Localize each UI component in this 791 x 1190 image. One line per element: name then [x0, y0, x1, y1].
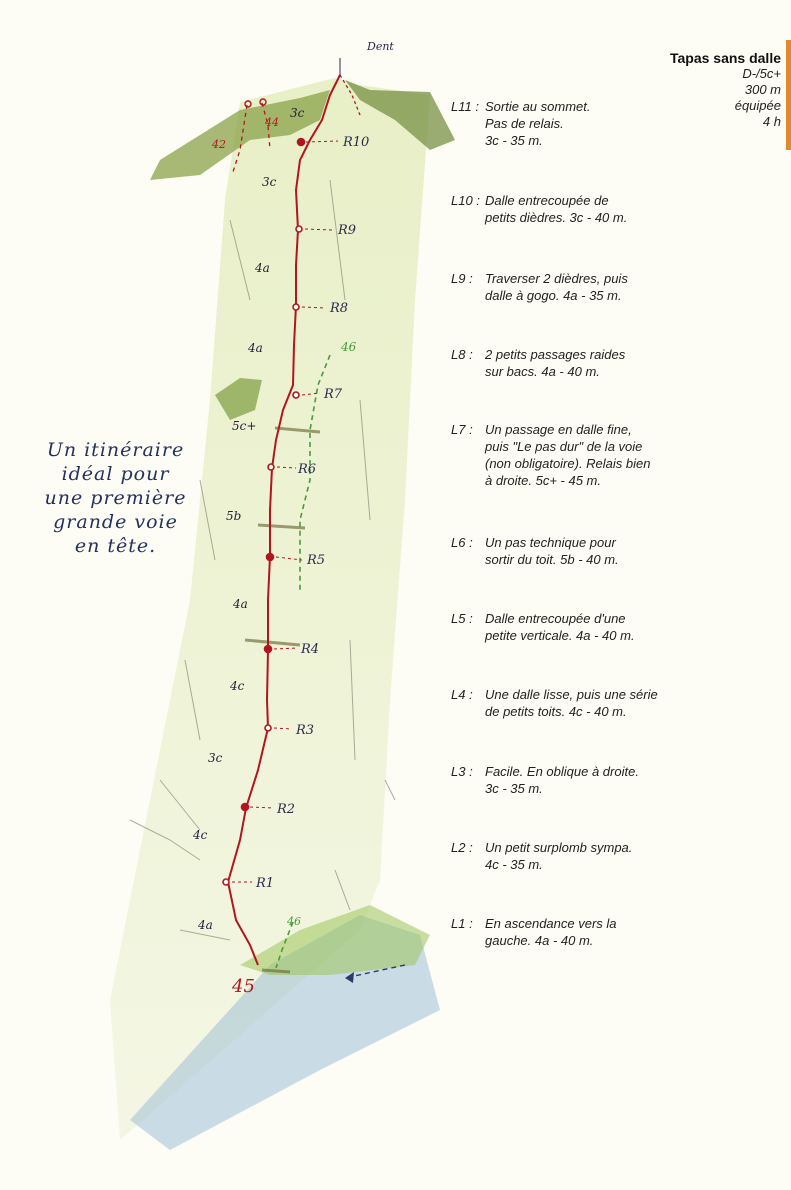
note-line: grande voie [53, 511, 178, 533]
relay-dot-r10 [298, 139, 305, 146]
note-line: Un itinéraire [46, 439, 185, 461]
route-grade: D-/5c+ [742, 66, 781, 81]
pitch-label: L7 : [451, 422, 473, 437]
relay-label-r7: R7 [324, 387, 343, 402]
pitch-label: L3 : [451, 764, 473, 779]
pitch-text-line: Un passage en dalle fine, [485, 422, 632, 437]
summit-label: Dent [367, 40, 394, 53]
route-duration: 4 h [762, 114, 781, 129]
pitch-text-line: puis "Le pas dur" de la voie [485, 439, 643, 454]
pitch-text-line: Traverser 2 dièdres, puis [485, 271, 628, 286]
pitch-text-line: petits dièdres. 3c - 40 m. [485, 210, 628, 225]
pitch-text-line: petite verticale. 4a - 40 m. [485, 628, 635, 643]
pitch-description [451, 763, 696, 797]
route-equipment: équipée [734, 98, 781, 113]
relay-dot-r4 [265, 646, 272, 653]
pitch-description [451, 839, 696, 873]
relay-dot-r1 [223, 879, 229, 885]
grade-l1: 4a [198, 918, 213, 932]
relay-label-r2: R2 [277, 802, 296, 817]
route-number-start: 45 [232, 976, 255, 997]
relay-dot-r2 [242, 804, 249, 811]
route-number-42: 42 [212, 138, 226, 151]
pitch-text-line: Une dalle lisse, puis une série [485, 687, 658, 702]
pitch-text-line: à droite. 5c+ - 45 m. [485, 473, 601, 488]
pitch-description [451, 915, 696, 949]
pitch-text-line: sortir du toit. 5b - 40 m. [485, 552, 619, 567]
pitch-text-line: gauche. 4a - 40 m. [485, 933, 594, 948]
pitch-description [451, 98, 696, 149]
relay-label-r5: R5 [307, 553, 326, 568]
pitch-text-line: En ascendance vers la [485, 916, 617, 931]
relay-label-r8: R8 [330, 301, 349, 316]
grade-l11: 3c [290, 106, 305, 120]
relay-dot-r3 [265, 725, 271, 731]
pitch-description [451, 346, 696, 380]
pitch-text-line: dalle à gogo. 4a - 35 m. [485, 288, 622, 303]
pitch-text-line: Pas de relais. [485, 116, 564, 131]
relay-label-r6: R6 [298, 462, 317, 477]
pitch-text-line: 3c - 35 m. [485, 133, 543, 148]
pitch-label: L1 : [451, 916, 473, 931]
pitch-text-line: Dalle entrecoupée d'une [485, 611, 626, 626]
route-height: 300 m [744, 82, 781, 97]
pitch-text-line: Sortie au sommet. [485, 99, 591, 114]
note-line: idéal pour [61, 463, 170, 485]
grade-l3: 3c [208, 751, 223, 765]
pitch-text-line: sur bacs. 4a - 40 m. [485, 364, 600, 379]
pitch-text-line: Un petit surplomb sympa. [485, 840, 633, 855]
route-title: Tapas sans dalle [669, 50, 781, 66]
relay-dot-r6 [268, 464, 274, 470]
grade-l10: 3c [262, 175, 277, 189]
pitch-description [451, 270, 696, 304]
pitch-text-line: 3c - 35 m. [485, 781, 543, 796]
grade-l9: 4a [255, 261, 270, 275]
relay-label-r10: R10 [343, 135, 370, 150]
pitch-description [451, 192, 696, 226]
pitch-text-line: Dalle entrecoupée de [485, 193, 609, 208]
handwritten-note [28, 438, 203, 558]
pitch-description [451, 421, 696, 489]
pitch-text-line: Un pas technique pour [485, 535, 616, 550]
pitch-text-line: 4c - 35 m. [485, 857, 543, 872]
pitch-description [451, 686, 696, 720]
route-number-46-upper: 46 [341, 340, 357, 354]
grade-l4: 4c [230, 679, 245, 693]
pitch-text-line: (non obligatoire). Relais bien [485, 456, 651, 471]
pitch-text-line: de petits toits. 4c - 40 m. [485, 704, 627, 719]
pitch-label: L2 : [451, 840, 473, 855]
pitch-label: L5 : [451, 611, 473, 626]
pitch-description [451, 610, 696, 644]
pitch-label: L11 : [451, 99, 479, 114]
pitch-label: L4 : [451, 687, 473, 702]
relay-label-r3: R3 [296, 723, 315, 738]
grade-l8: 4a [248, 341, 263, 355]
grade-l7: 5c+ [232, 419, 257, 433]
relay-label-r4: R4 [301, 642, 320, 657]
pitch-label: L9 : [451, 271, 473, 286]
grade-l6: 5b [226, 509, 242, 523]
route-number-44: 44 [265, 116, 279, 129]
note-line: une première [44, 487, 187, 509]
grade-l2: 4c [193, 828, 208, 842]
relay-dot-r7 [293, 392, 299, 398]
relay-dot-r9 [296, 226, 302, 232]
relay-label-r9: R9 [338, 223, 357, 238]
grade-l5: 4a [233, 597, 248, 611]
pitch-label: L10 : [451, 193, 480, 208]
note-line: en tête. [74, 535, 157, 557]
relay-dot-r8 [293, 304, 299, 310]
pitch-text-line: Facile. En oblique à droite. [485, 764, 639, 779]
route-number-46-lower: 46 [287, 915, 301, 928]
pitch-description [451, 534, 696, 568]
pitch-label: L6 : [451, 535, 473, 550]
pitch-label: L8 : [451, 347, 473, 362]
relay-label-r1: R1 [256, 876, 275, 891]
relay-dot-r5 [267, 554, 274, 561]
pitch-text-line: 2 petits passages raides [485, 347, 626, 362]
